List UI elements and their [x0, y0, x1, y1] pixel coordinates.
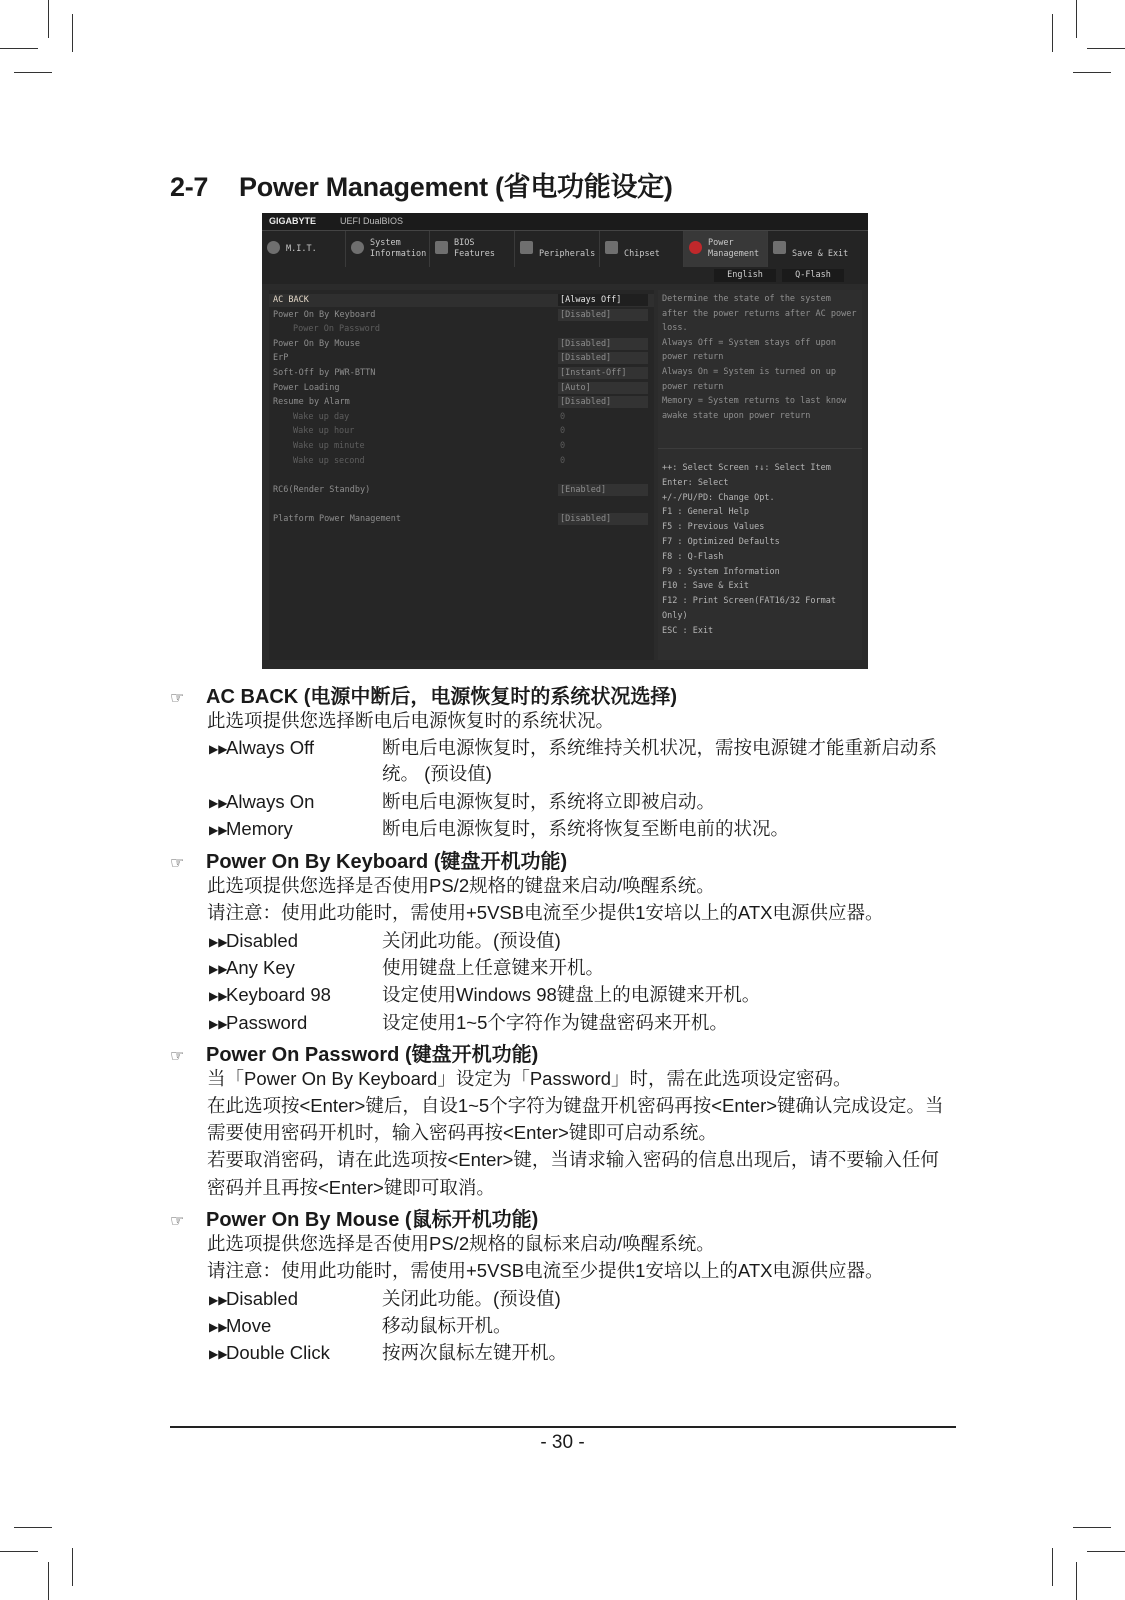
option-value[interactable]: [Enabled]	[558, 484, 648, 496]
option-value[interactable]: 0	[560, 441, 566, 451]
list-item	[209, 1313, 512, 1340]
crop-mark	[48, 0, 49, 38]
bios-key-help: ++: Select Screen ↑↓: Select Item Enter: Select +/-/PU/PD: Change Opt. F1 : General Help F5 : Previous Values F7 : Optimized Defaults F8 : Q-Flash F9 : System Information F10 : Save & Exit F12 : Print Screen(FAT16/32 Format Only) ESC : Exit	[662, 463, 836, 636]
paragraph: 当「Power On By Keyboard」设定为「Password」时，需在此选项设定密码。	[207, 1068, 852, 1089]
pointing-hand-icon: ☞	[170, 1048, 185, 1065]
item-name: Keyboard 98	[226, 984, 331, 1005]
paragraph: 请注意：使用此功能时，需使用+5VSB电流至少提供1安培以上的ATX电源供应器。	[207, 1260, 884, 1281]
item-name: Double Click	[226, 1342, 330, 1363]
tab-label: Peripherals	[539, 249, 596, 259]
crop-mark	[1052, 1548, 1053, 1586]
list-item	[209, 1340, 568, 1367]
item-name: Memory	[226, 818, 293, 839]
double-arrow-icon: ▶▶	[209, 742, 228, 756]
list-item	[209, 982, 761, 1009]
tab-label: System Information	[370, 238, 427, 259]
paragraph: 请注意：使用此功能时，需使用+5VSB电流至少提供1安培以上的ATX电源供应器。	[207, 902, 884, 923]
list-item	[209, 955, 605, 982]
section-heading-ac-back	[170, 680, 677, 709]
crop-mark	[1052, 14, 1053, 52]
tab-system-information[interactable]	[346, 231, 430, 267]
bios-tab-bar	[262, 231, 868, 267]
section-heading-text: AC BACK (电源中断后，电源恢复时的系统状况选择)	[206, 686, 678, 708]
option-value[interactable]: 0	[560, 426, 566, 436]
option-power-on-password[interactable]: Power On Password	[293, 324, 380, 334]
page-title	[170, 165, 673, 204]
option-value[interactable]: [Disabled]	[558, 338, 648, 350]
option-power-on-by-mouse[interactable]: Power On By Mouse	[273, 339, 360, 349]
section-heading-text: Power On By Keyboard (键盘开机功能)	[206, 851, 568, 873]
list-item	[209, 1010, 728, 1037]
option-value[interactable]: [Disabled]	[558, 396, 648, 408]
item-description: 关闭此功能。(预设值)	[382, 930, 561, 951]
item-name: Any Key	[226, 957, 295, 978]
english-button[interactable]: English	[714, 269, 776, 282]
paragraph: 在此选项按<Enter>键后，自设1~5个字符为键盘开机密码再按<Enter>键确认完成设定。当	[207, 1095, 944, 1116]
item-description: 断电后电源恢复时，系统将恢复至断电前的状况。	[382, 818, 790, 839]
bios-screenshot	[262, 213, 868, 669]
paragraph: 密码并且再按<Enter>键即可取消。	[207, 1177, 495, 1198]
item-name: Disabled	[226, 930, 298, 951]
option-value[interactable]: 0	[560, 412, 566, 422]
paragraph: 此选项提供您选择断电后电源恢复时的系统状况。	[207, 710, 615, 731]
item-description: 断电后电源恢复时，系统将立即被启动。	[382, 791, 716, 812]
option-value[interactable]: [Always Off]	[558, 294, 648, 306]
tab-bios-features[interactable]	[430, 231, 515, 267]
option-value[interactable]: [Auto]	[558, 382, 648, 394]
list-item	[209, 816, 790, 843]
paragraph: 此选项提供您选择是否使用PS/2规格的鼠标来启动/唤醒系统。	[207, 1233, 715, 1254]
pointing-hand-icon: ☞	[170, 690, 185, 707]
item-name: Move	[226, 1315, 272, 1336]
bios-subtab-bar	[262, 267, 868, 284]
section-heading-mouse	[170, 1203, 538, 1232]
option-erp[interactable]: ErP	[273, 353, 289, 363]
crop-mark	[48, 1562, 49, 1600]
double-arrow-icon: ▶▶	[209, 989, 228, 1003]
q-flash-button[interactable]: Q-Flash	[782, 269, 844, 282]
option-wake-up-second[interactable]: Wake up second	[293, 456, 365, 466]
item-description: 断电后电源恢复时，系统维持关机状况，需按电源键才能重新启动系统。 (预设值)	[382, 737, 938, 784]
tab-save-exit[interactable]	[768, 231, 868, 267]
uefi-dualbios-label: UEFI DualBIOS	[340, 216, 404, 226]
power-icon	[689, 241, 702, 254]
crop-mark	[14, 72, 52, 73]
bios-topbar	[262, 213, 868, 231]
crop-mark	[1087, 1551, 1125, 1552]
double-arrow-icon: ▶▶	[209, 1293, 228, 1307]
double-arrow-icon: ▶▶	[209, 1320, 228, 1334]
tab-label: BIOS Features	[454, 238, 495, 259]
section-title: Power Management (省电功能设定)	[239, 172, 673, 202]
option-ac-back[interactable]: AC BACK	[273, 295, 309, 305]
option-power-on-by-keyboard[interactable]: Power On By Keyboard	[273, 310, 376, 320]
list-item	[209, 1286, 561, 1313]
option-wake-up-day[interactable]: Wake up day	[293, 412, 350, 422]
option-wake-up-hour[interactable]: Wake up hour	[293, 426, 355, 436]
item-name: Password	[226, 1012, 308, 1033]
option-value[interactable]: [Instant-Off]	[558, 367, 648, 379]
crop-mark	[14, 1527, 52, 1528]
item-description: 关闭此功能。(预设值)	[382, 1288, 561, 1309]
list-item	[209, 928, 561, 955]
paragraph: 此选项提供您选择是否使用PS/2规格的键盘来启动/唤醒系统。	[207, 875, 715, 896]
divider	[658, 448, 862, 449]
exit-icon	[773, 241, 786, 254]
gigabyte-logo: GIGABYTE	[269, 216, 317, 226]
crop-mark	[0, 48, 38, 49]
item-name: Always Off	[226, 737, 315, 758]
bios-help-text: Determine the state of the system after the power returns after AC power loss. Always Off = System stays off upon power return Always On = System is turned on up power return Memory = System returns to last know awake state upon power return	[662, 294, 857, 421]
tab-power-management[interactable]	[684, 231, 768, 267]
page-number: - 30 -	[540, 1432, 585, 1453]
double-arrow-icon: ▶▶	[209, 935, 228, 949]
pointing-hand-icon: ☞	[170, 855, 185, 872]
tab-label: M.I.T.	[286, 244, 317, 254]
crop-mark	[1087, 48, 1125, 49]
item-description: 设定使用Windows 98键盘上的电源键来开机。	[382, 984, 761, 1005]
option-value[interactable]: [Disabled]	[558, 513, 648, 525]
option-soft-off[interactable]: Soft-Off by PWR-BTTN	[273, 368, 376, 378]
tab-peripherals[interactable]	[515, 231, 600, 267]
list-item	[209, 789, 716, 816]
section-number: 2-7	[170, 172, 209, 202]
section-heading-password	[170, 1038, 538, 1067]
double-arrow-icon: ▶▶	[209, 1347, 228, 1361]
tab-label: Chipset	[624, 249, 660, 259]
item-description: 设定使用1~5个字符作为键盘密码来开机。	[382, 1012, 728, 1033]
bios-features-icon	[435, 241, 448, 254]
crop-mark	[0, 1551, 38, 1552]
pointing-hand-icon: ☞	[170, 1213, 185, 1230]
option-value[interactable]: [Disabled]	[558, 352, 648, 364]
option-rc6[interactable]: RC6(Render Standby)	[273, 485, 371, 495]
crop-mark	[1073, 1527, 1111, 1528]
crop-mark	[72, 14, 73, 52]
item-description: 使用键盘上任意键来开机。	[382, 957, 605, 978]
tab-label: Save & Exit	[792, 249, 849, 259]
option-value[interactable]: [Disabled]	[558, 309, 648, 321]
crop-mark	[1076, 0, 1077, 38]
section-heading-text: Power On By Mouse (鼠标开机功能)	[206, 1209, 539, 1231]
paragraph: 需要使用密码开机时，输入密码再按<Enter>键即可启动系统。	[207, 1122, 717, 1143]
double-arrow-icon: ▶▶	[209, 962, 228, 976]
bios-options-panel	[269, 290, 654, 660]
tab-label: Power Management	[708, 238, 760, 259]
option-wake-up-minute[interactable]: Wake up minute	[293, 441, 365, 451]
option-resume-by-alarm[interactable]: Resume by Alarm	[273, 397, 350, 407]
gear-icon	[351, 241, 364, 254]
item-name: Always On	[226, 791, 315, 812]
section-heading-text: Power On Password (键盘开机功能)	[206, 1044, 539, 1066]
crop-mark	[1076, 1562, 1077, 1600]
item-name: Disabled	[226, 1288, 298, 1309]
mit-icon	[267, 241, 280, 254]
double-arrow-icon: ▶▶	[209, 823, 228, 837]
bios-help-panel	[658, 290, 862, 660]
chipset-icon	[605, 241, 618, 254]
item-description: 移动鼠标开机。	[382, 1315, 512, 1336]
tab-chipset[interactable]	[600, 231, 684, 267]
tab-mit[interactable]	[262, 231, 346, 267]
peripherals-icon	[520, 241, 533, 254]
option-value[interactable]: 0	[560, 456, 566, 466]
crop-mark	[1073, 72, 1111, 73]
list-item	[209, 735, 938, 787]
footer-rule	[170, 1426, 956, 1428]
crop-mark	[72, 1548, 73, 1586]
double-arrow-icon: ▶▶	[209, 1017, 228, 1031]
item-description: 按两次鼠标左键开机。	[382, 1342, 568, 1363]
option-platform-power-management[interactable]: Platform Power Management	[273, 514, 401, 524]
double-arrow-icon: ▶▶	[209, 796, 228, 810]
paragraph: 若要取消密码，请在此选项按<Enter>键，当请求输入密码的信息出现后，请不要输入任何	[207, 1149, 939, 1170]
option-power-loading[interactable]: Power Loading	[273, 383, 340, 393]
section-heading-keyboard	[170, 845, 567, 874]
